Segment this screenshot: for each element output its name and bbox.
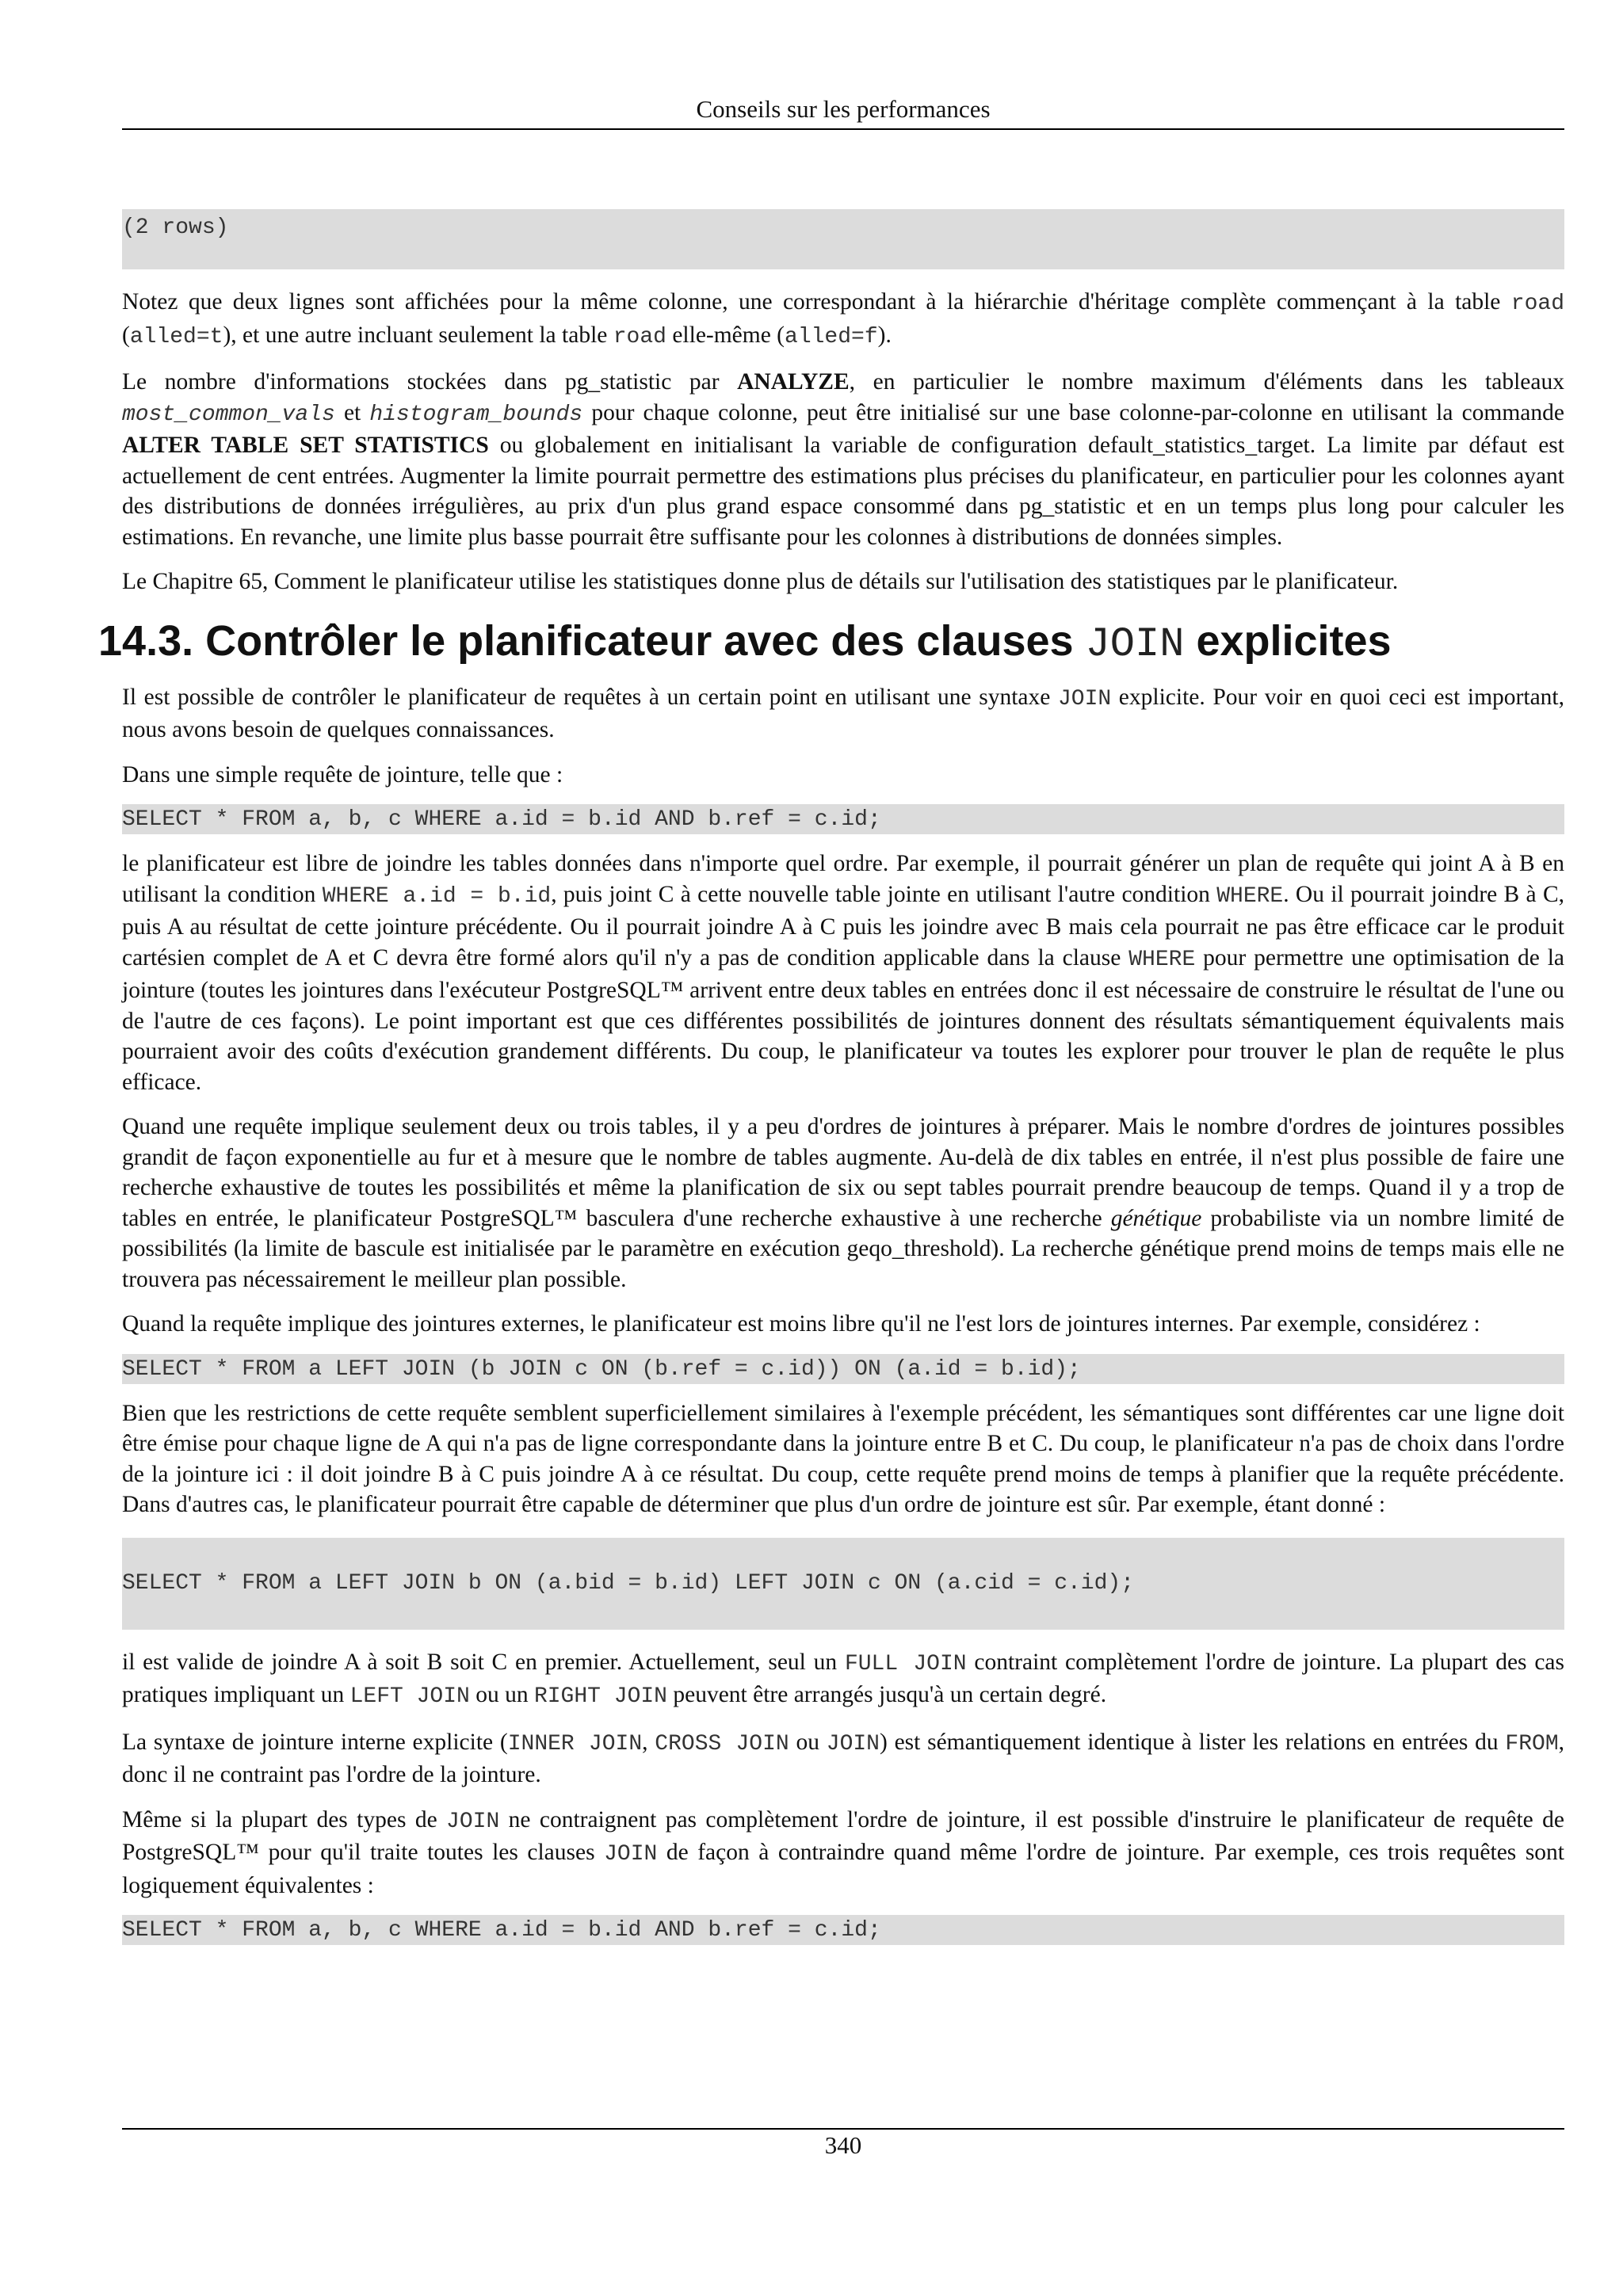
paragraph-full-join: il est valide de joindre A à soit B soit C en premier. Actuellement, seul un FULL JOIN contraint complètement l'ordre de jointure. La plupart des cas pratiques impliquant un LEFT JOIN ou un RIGHT JOIN peuvent être arrangés jusqu'à un certain degré. — [122, 1649, 1564, 1709]
code-inline: FROM — [1505, 1731, 1559, 1756]
code-inline: most_common_vals — [122, 402, 335, 427]
paragraph-restrictions: Bien que les restrictions de cette requête semblent superficiellement similaires à l'exemple précédent, les sémantiques sont différentes car une ligne doit être émise pour chaque ligne de A qui n'a pas de ligne correspondante dans la jointure entre B et C. Du coup, le planificateur n'a pas de choix dans l'ordre de la jointure ici : il doit joindre B à C puis joindre A à ce résultat. Du coup, cette requête prend moins de temps à planifier que la requête précédente. Dans d'autres cas, le planificateur pourrait être capable de déterminer que plus d'un ordre de jointure est sûr. Par exemple, étant donné : — [122, 1400, 1564, 1517]
code-block-query-4: SELECT * FROM a, b, c WHERE a.id = b.id AND b.ref = c.id; — [122, 1915, 1564, 1945]
paragraph-genetic: Quand une requête implique seulement deux ou trois tables, il y a peu d'ordres de jointures à préparer. Mais le nombre d'ordres de jointures possibles grandit de façon exponentielle au fur et à mesure que le nombre de tables augmente. Au-delà de dix tables en entrée, il n'est plus possible de faire une recherche exhaustive de toutes les possibilités et même la planification de six ou sept tables pourrait prendre beaucoup de temps. Quand il y a trop de tables en entrée, le planificateur PostgreSQL™ basculera d'une recherche exhaustive à une recherche génétique probabiliste via un nombre limité de possibilités (la limite de bascule est initialisée par le paramètre en exécution geqo_threshold). La recherche génétique prend moins de temps mais elle ne trouvera pas nécessairement le meilleur plan possible. — [122, 1114, 1564, 1292]
code-inline: LEFT JOIN — [349, 1684, 470, 1709]
running-head: Conseils sur les performances — [696, 95, 991, 123]
code-inline: alled=t — [129, 324, 223, 349]
code-inline: RIGHT JOIN — [533, 1684, 667, 1709]
paragraph-join-constraint: Même si la plupart des types de JOIN ne contraignent pas complètement l'ordre de jointure, il est possible d'instruire le planificateur de requête de PostgreSQL™ pour qu'il traite toutes les clauses JOIN de façon à contraindre quand même l'ordre de jointure. Par exemple, ces trois requêtes sont logiquement équivalentes : — [122, 1806, 1564, 1898]
paragraph-chapter-ref: Le Chapitre 65, Comment le planificateur utilise les statistiques donne plus de détails sur l'utilisation des statistiques par le planificateur. — [122, 569, 1399, 594]
code-inline: JOIN — [604, 1842, 658, 1867]
paragraph-heritage: Notez que deux lignes sont affichées pour la même colonne, une correspondant à la hiérarchie d'héritage complète commençant à la table road (alled=t), et une autre incluant seulement la table road elle-même (alled=f). — [122, 289, 1564, 349]
code-inline: JOIN — [446, 1809, 500, 1834]
code-inline: INNER JOIN — [507, 1731, 643, 1756]
code-inline: road — [1510, 292, 1564, 316]
command-name: ANALYZE — [737, 369, 850, 395]
code-block-rows: (2 rows) — [122, 209, 1564, 269]
code-inline: CROSS JOIN — [655, 1731, 789, 1756]
paragraph-simple-join: Dans une simple requête de jointure, telle que : — [122, 761, 563, 788]
code-inline: FULL JOIN — [844, 1651, 967, 1676]
paragraph-statistics: Le nombre d'informations stockées dans pg_statistic par ANALYZE, en particulier le nombre maximum d'éléments dans les tableaux most_common_vals et histogram_bounds pour chaque colonne, peut être initialisé sur une base colonne-par-colonne en utilisant la commande ALTER TABLE SET STATISTICS ou globalement en initialisant la variable de configuration default_statistics_target. La limite par défaut est actuellement de cent entrées. Augmenter la limite pourrait permettre des estimations plus précises du planificateur, en particulier pour les colonnes ayant des distributions de données irrégulières, au prix d'un plus grand espace consommé dans pg_statistic et en un temps plus long pour calculer les estimations. En revanche, une limite plus basse pourrait être suffisante pour les colonnes à distributions de données simples. — [122, 369, 1564, 550]
code-inline: JOIN — [1057, 686, 1112, 711]
page-content — [98, 209, 1565, 1959]
code-inline: JOIN — [826, 1731, 880, 1756]
code-block-query-1: SELECT * FROM a, b, c WHERE a.id = b.id AND b.ref = c.id; — [122, 804, 1564, 834]
section-heading: 14.3. Contrôler le planificateur avec des clauses JOIN explicites — [98, 616, 1392, 668]
paragraph-inner-join-syntax: La syntaxe de jointure interne explicite (INNER JOIN, CROSS JOIN ou JOIN) est sémantiquement identique à lister les relations en entrées du FROM, donc il ne contraint pas l'ordre de la jointure. — [122, 1729, 1565, 1787]
code-block-query-3: SELECT * FROM a LEFT JOIN b ON (a.bid = b.id) LEFT JOIN c ON (a.cid = c.id); — [122, 1538, 1564, 1630]
code-inline: road — [613, 324, 666, 349]
paragraph-outer-joins: Quand la requête implique des jointures externes, le planificateur est moins libre qu'il ne l'est lors de jointures internes. Par exemple, considérez : — [122, 1311, 1480, 1337]
code-inline: WHERE — [1216, 883, 1284, 909]
code-inline: alled=f — [785, 324, 878, 349]
paragraph-join-order: le planificateur est libre de joindre les tables données dans n'importe quel ordre. Par exemple, il pourrait générer un plan de requête qui joint A à B en utilisant la condition WHERE a.id = b.id, puis joint C à cette nouvelle table jointe en utilisant l'autre condition WHERE. Ou il pourrait joindre B à C, puis A au résultat de cette jointure précédente. Ou il pourrait joindre A à C puis les joindre avec B mais cela pourrait ne pas être efficace car le produit cartésien complet de A et C devra être formé alors qu'il n'y a pas de condition applicable dans la clause WHERE pour permettre une optimisation de la jointure (toutes les jointures dans l'exécuteur PostgreSQL™ arrivent entre deux tables en entrées donc il est nécessaire de construire le résultat de l'une ou de l'autre de ces façons). Le point important est que ces différentes possibilités de jointures donnent des résultats sémantiquement équivalents mais pourraient avoir des coûts d'exécution grandement différents. Du coup, le planificateur va toutes les explorer pour trouver le plan de requête le plus efficace. — [122, 851, 1565, 1095]
command-name: ALTER TABLE SET STATISTICS — [122, 433, 489, 458]
code-inline: histogram_bounds — [369, 402, 583, 427]
code-inline: WHERE a.id = b.id — [322, 883, 552, 909]
paragraph-intro: Il est possible de contrôler le planificateur de requêtes à un certain point en utilisant une syntaxe JOIN explicite. Pour voir en quoi ceci est important, nous avons besoin de quelques connaissances. — [122, 684, 1564, 742]
header-rule — [122, 128, 1564, 130]
code-inline: WHERE — [1128, 947, 1196, 972]
code-block-query-2: SELECT * FROM a LEFT JOIN (b JOIN c ON (b.ref = c.id)) ON (a.id = b.id); — [122, 1354, 1564, 1384]
page-number: 340 — [824, 2131, 862, 2159]
